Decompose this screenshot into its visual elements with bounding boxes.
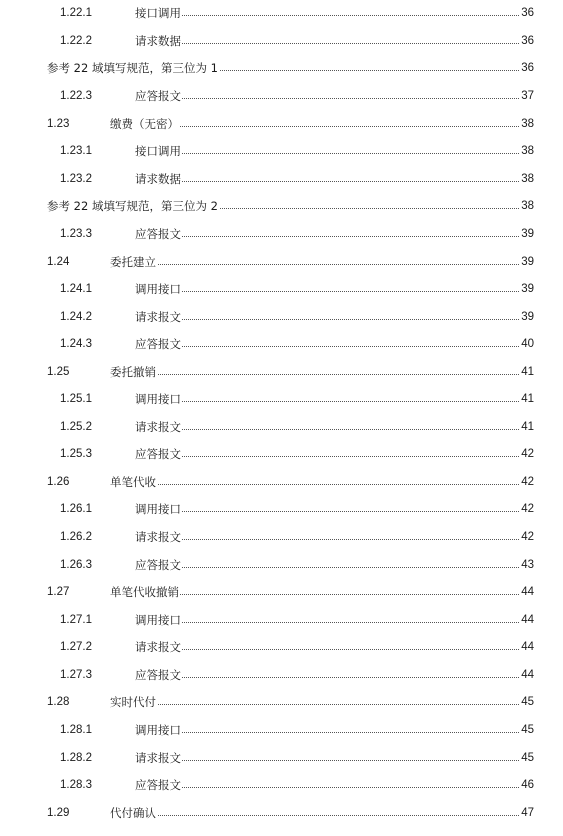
dot-leader: [135, 649, 519, 650]
toc-entry[interactable]: [0, 803, 563, 823]
dot-leader: [135, 181, 519, 182]
toc-entry-number: 1.23.1: [60, 145, 92, 157]
toc-entry-number: 1.25.1: [60, 393, 92, 405]
dot-leader: [135, 429, 519, 430]
dot-leader: [135, 511, 519, 512]
toc-entry[interactable]: [0, 637, 563, 657]
toc-entry[interactable]: [0, 665, 563, 685]
toc-entry[interactable]: [0, 141, 563, 161]
toc-entry-title: 应答报文: [135, 444, 182, 464]
toc-entry-title: 参考 22 域填写规范，第三位为 1: [47, 58, 219, 78]
toc-entry-page: 39: [519, 307, 534, 327]
toc-entry-page: 40: [519, 334, 534, 354]
toc-entry-page: 41: [519, 389, 534, 409]
toc-entry-page: 38: [519, 196, 534, 216]
dot-leader: [135, 677, 519, 678]
toc-entry-title: 请求报文: [135, 637, 182, 657]
toc-entry[interactable]: [0, 555, 563, 575]
toc-entry-page: 44: [519, 637, 534, 657]
dot-leader: [135, 456, 519, 457]
toc-entry[interactable]: [0, 196, 563, 216]
dot-leader: [110, 815, 519, 816]
toc-entry-page: 39: [519, 252, 534, 272]
toc-entry-title: 接口调用: [135, 3, 182, 23]
toc-entry-number: 1.24.3: [60, 338, 92, 350]
dot-leader: [135, 539, 519, 540]
toc-entry-number: 1.26.3: [60, 559, 92, 571]
toc-entry[interactable]: [0, 444, 563, 464]
toc-entry-page: 39: [519, 279, 534, 299]
toc-entry-number: 1.22.2: [60, 35, 92, 47]
toc-entry-page: 45: [519, 720, 534, 740]
toc-entry-number: 1.27.1: [60, 614, 92, 626]
toc-entry-number: 1.25.2: [60, 421, 92, 433]
toc-entry-page: 36: [519, 31, 534, 51]
toc-entry-page: 41: [519, 417, 534, 437]
toc-entry-page: 45: [519, 692, 534, 712]
toc-entry-title: 请求报文: [135, 748, 182, 768]
dot-leader: [110, 704, 519, 705]
toc-entry-page: 36: [519, 3, 534, 23]
toc-entry-title: 调用接口: [135, 389, 182, 409]
toc-entry-title: 单笔代收撤销: [110, 582, 180, 602]
toc-entry-title: 请求数据: [135, 31, 182, 51]
toc-entry-title: 单笔代收: [110, 472, 157, 492]
toc-entry[interactable]: [0, 748, 563, 768]
toc-entry-number: 1.25: [47, 366, 70, 378]
toc-entry[interactable]: [0, 582, 563, 602]
dot-leader: [135, 236, 519, 237]
toc-entry[interactable]: [0, 58, 563, 78]
dot-leader: [135, 567, 519, 568]
toc-entry-number: 1.23: [47, 118, 70, 130]
toc-entry[interactable]: [0, 389, 563, 409]
toc-entry-title: 请求数据: [135, 169, 182, 189]
toc-entry-number: 1.27.2: [60, 641, 92, 653]
toc-entry-page: 42: [519, 527, 534, 547]
toc-entry-title: 调用接口: [135, 610, 182, 630]
toc-entry[interactable]: [0, 169, 563, 189]
toc-entry-number: 1.23.3: [60, 228, 92, 240]
toc-entry-number: 1.23.2: [60, 173, 92, 185]
dot-leader: [135, 346, 519, 347]
toc-entry-title: 应答报文: [135, 555, 182, 575]
toc-entry-title: 应答报文: [135, 665, 182, 685]
toc-entry-title: 缴费（无密）: [110, 114, 180, 134]
dot-leader: [135, 15, 519, 16]
toc-entry[interactable]: [0, 417, 563, 437]
toc-entry[interactable]: [0, 31, 563, 51]
toc-entry-number: 1.22.3: [60, 90, 92, 102]
toc-entry-number: 1.28.1: [60, 724, 92, 736]
toc-entry-title: 应答报文: [135, 224, 182, 244]
toc-entry-number: 1.29: [47, 807, 70, 819]
toc-entry-page: 37: [519, 86, 534, 106]
dot-leader: [135, 153, 519, 154]
toc-entry[interactable]: [0, 499, 563, 519]
toc-entry[interactable]: [0, 252, 563, 272]
toc-entry-title: 实时代付: [110, 692, 157, 712]
toc-entry[interactable]: [0, 3, 563, 23]
toc-entry-number: 1.28: [47, 696, 70, 708]
toc-entry-title: 委托建立: [110, 252, 157, 272]
toc-entry-page: 46: [519, 775, 534, 795]
toc-entry-title: 请求报文: [135, 417, 182, 437]
toc-entry[interactable]: [0, 775, 563, 795]
dot-leader: [110, 264, 519, 265]
toc-entry-page: 41: [519, 362, 534, 382]
toc-entry-title: 代付确认: [110, 803, 157, 823]
toc-entry-title: 参考 22 域填写规范，第三位为 2: [47, 196, 219, 216]
dot-leader: [110, 374, 519, 375]
dot-leader: [135, 98, 519, 99]
toc-entry-number: 1.26.1: [60, 503, 92, 515]
toc-entry-page: 44: [519, 610, 534, 630]
toc-entry[interactable]: [0, 610, 563, 630]
toc-entry-number: 1.24.1: [60, 283, 92, 295]
toc-entry-title: 调用接口: [135, 720, 182, 740]
toc-entry-title: 调用接口: [135, 499, 182, 519]
toc-entry-title: 请求报文: [135, 527, 182, 547]
toc-entry-title: 委托撤销: [110, 362, 157, 382]
toc-entry-page: 43: [519, 555, 534, 575]
toc-entry-title: 请求报文: [135, 307, 182, 327]
dot-leader: [110, 484, 519, 485]
toc-entry-page: 38: [519, 141, 534, 161]
toc-entry[interactable]: [0, 334, 563, 354]
toc-entry[interactable]: [0, 86, 563, 106]
toc-entry[interactable]: [0, 692, 563, 712]
toc-entry-number: 1.27: [47, 586, 70, 598]
dot-leader: [135, 732, 519, 733]
dot-leader: [135, 760, 519, 761]
toc-entry[interactable]: [0, 362, 563, 382]
toc-entry-page: 39: [519, 224, 534, 244]
toc-entry-number: 1.25.3: [60, 448, 92, 460]
toc-entry-page: 47: [519, 803, 534, 823]
dot-leader: [135, 787, 519, 788]
toc-entry-title: 调用接口: [135, 279, 182, 299]
toc-entry-page: 45: [519, 748, 534, 768]
toc-entry-page: 42: [519, 499, 534, 519]
toc-entry-title: 应答报文: [135, 86, 182, 106]
toc-entry-number: 1.28.2: [60, 752, 92, 764]
toc-entry[interactable]: [0, 279, 563, 299]
toc-entry-title: 接口调用: [135, 141, 182, 161]
toc-entry-number: 1.28.3: [60, 779, 92, 791]
dot-leader: [135, 622, 519, 623]
toc-entry-page: 42: [519, 444, 534, 464]
toc-entry-number: 1.22.1: [60, 7, 92, 19]
toc-entry-page: 42: [519, 472, 534, 492]
toc-entry[interactable]: [0, 472, 563, 492]
toc-entry-title: 应答报文: [135, 775, 182, 795]
toc-entry[interactable]: [0, 720, 563, 740]
toc-entry[interactable]: [0, 527, 563, 547]
dot-leader: [135, 401, 519, 402]
dot-leader: [135, 319, 519, 320]
toc-entry-page: 38: [519, 114, 534, 134]
toc-entry[interactable]: [0, 224, 563, 244]
toc-entry-number: 1.26: [47, 476, 70, 488]
toc-entry-title: 应答报文: [135, 334, 182, 354]
toc-entry[interactable]: [0, 114, 563, 134]
toc-entry-page: 38: [519, 169, 534, 189]
toc-entry-number: 1.24.2: [60, 311, 92, 323]
toc-entry-number: 1.27.3: [60, 669, 92, 681]
toc-entry-number: 1.26.2: [60, 531, 92, 543]
toc-entry[interactable]: [0, 307, 563, 327]
toc-entry-page: 36: [519, 58, 534, 78]
dot-leader: [135, 291, 519, 292]
toc-entry-page: 44: [519, 665, 534, 685]
toc-entry-number: 1.24: [47, 256, 70, 268]
dot-leader: [135, 43, 519, 44]
toc-entry-page: 44: [519, 582, 534, 602]
